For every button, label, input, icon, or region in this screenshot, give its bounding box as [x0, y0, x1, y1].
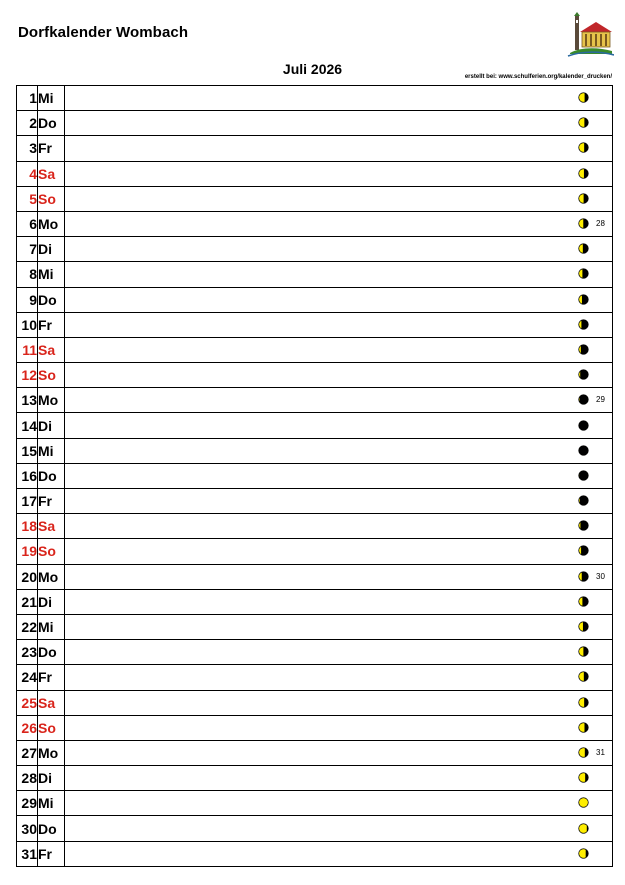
- day-row: [17, 791, 613, 816]
- day-number: 29: [17, 791, 38, 816]
- day-row: [17, 287, 613, 312]
- day-row: [17, 211, 613, 236]
- moon-phase-icon: [578, 193, 589, 204]
- moon-phase-icon: [578, 470, 589, 481]
- moon-phase-icon: [578, 369, 589, 380]
- credit-link[interactable]: erstellt bei: www.schulferien.org/kalender_drucken/: [464, 74, 612, 80]
- moon-phase-icon: [578, 268, 589, 279]
- weekday: Mi: [38, 438, 65, 463]
- day-notes-cell[interactable]: [65, 363, 613, 388]
- moon-phase-icon: [578, 294, 589, 305]
- day-number: 17: [17, 489, 38, 514]
- day-row: [17, 816, 613, 841]
- weekday: So: [38, 715, 65, 740]
- day-number: 22: [17, 614, 38, 639]
- moon-phase-icon: [578, 848, 589, 859]
- day-number: 27: [17, 740, 38, 765]
- moon-phase-icon: [578, 394, 589, 405]
- moon-phase-icon: [578, 621, 589, 632]
- weekday: Mi: [38, 262, 65, 287]
- week-number: 28: [596, 219, 605, 229]
- day-row: [17, 312, 613, 337]
- weekday: Do: [38, 640, 65, 665]
- moon-phase-icon: [578, 747, 589, 758]
- day-row: [17, 715, 613, 740]
- weekday: Mi: [38, 86, 65, 111]
- day-notes-cell[interactable]: [65, 287, 613, 312]
- weekday: So: [38, 186, 65, 211]
- day-row: [17, 86, 613, 111]
- day-number: 6: [17, 211, 38, 236]
- day-notes-cell[interactable]: [65, 690, 613, 715]
- week-number: 31: [596, 747, 605, 757]
- moon-phase-icon: [578, 92, 589, 103]
- day-notes-cell[interactable]: [65, 463, 613, 488]
- weekday: Sa: [38, 690, 65, 715]
- day-notes-cell[interactable]: [65, 564, 613, 589]
- day-notes-cell[interactable]: [65, 262, 613, 287]
- day-row: [17, 539, 613, 564]
- day-notes-cell[interactable]: [65, 237, 613, 262]
- day-row: [17, 690, 613, 715]
- day-notes-cell[interactable]: [65, 136, 613, 161]
- moon-phase-icon: [578, 243, 589, 254]
- day-number: 12: [17, 363, 38, 388]
- day-notes-cell[interactable]: [65, 161, 613, 186]
- day-row: [17, 514, 613, 539]
- week-number: 30: [596, 571, 605, 581]
- moon-phase-icon: [578, 344, 589, 355]
- day-number: 26: [17, 715, 38, 740]
- day-row: [17, 489, 613, 514]
- day-notes-cell[interactable]: [65, 186, 613, 211]
- weekday: Sa: [38, 514, 65, 539]
- day-row: [17, 665, 613, 690]
- day-number: 4: [17, 161, 38, 186]
- weekday: Fr: [38, 665, 65, 690]
- moon-phase-icon: [578, 117, 589, 128]
- day-notes-cell[interactable]: [65, 841, 613, 866]
- weekday: Sa: [38, 337, 65, 362]
- day-number: 11: [17, 337, 38, 362]
- day-row: [17, 413, 613, 438]
- weekday: Mo: [38, 211, 65, 236]
- day-row: [17, 161, 613, 186]
- day-row: [17, 363, 613, 388]
- day-notes-cell[interactable]: [65, 816, 613, 841]
- day-number: 20: [17, 564, 38, 589]
- weekday: Mi: [38, 614, 65, 639]
- weekday: Mi: [38, 791, 65, 816]
- moon-phase-icon: [578, 545, 589, 556]
- day-row: [17, 766, 613, 791]
- day-number: 18: [17, 514, 38, 539]
- moon-phase-icon: [578, 520, 589, 531]
- moon-phase-icon: [578, 218, 589, 229]
- moon-phase-icon: [578, 797, 589, 808]
- day-number: 30: [17, 816, 38, 841]
- day-row: [17, 740, 613, 765]
- day-notes-cell[interactable]: [65, 715, 613, 740]
- day-row: [17, 186, 613, 211]
- day-number: 9: [17, 287, 38, 312]
- day-notes-cell[interactable]: [65, 388, 613, 413]
- week-number: 29: [596, 395, 605, 405]
- moon-phase-icon: [578, 772, 589, 783]
- day-row: [17, 564, 613, 589]
- day-number: 5: [17, 186, 38, 211]
- day-notes-cell[interactable]: [65, 539, 613, 564]
- weekday: So: [38, 363, 65, 388]
- moon-phase-icon: [578, 671, 589, 682]
- day-number: 1: [17, 86, 38, 111]
- weekday: So: [38, 539, 65, 564]
- day-row: [17, 463, 613, 488]
- weekday: Do: [38, 816, 65, 841]
- day-row: [17, 614, 613, 639]
- day-number: 8: [17, 262, 38, 287]
- day-notes-cell[interactable]: [65, 489, 613, 514]
- moon-phase-icon: [578, 596, 589, 607]
- day-notes-cell[interactable]: [65, 665, 613, 690]
- moon-phase-icon: [578, 646, 589, 657]
- day-number: 28: [17, 766, 38, 791]
- weekday: Di: [38, 589, 65, 614]
- day-number: 2: [17, 111, 38, 136]
- weekday: Fr: [38, 841, 65, 866]
- day-row: [17, 262, 613, 287]
- day-number: 16: [17, 463, 38, 488]
- weekday: Do: [38, 463, 65, 488]
- weekday: Di: [38, 766, 65, 791]
- moon-phase-icon: [578, 722, 589, 733]
- day-notes-cell[interactable]: [65, 413, 613, 438]
- day-row: [17, 640, 613, 665]
- day-number: 19: [17, 539, 38, 564]
- day-row: [17, 438, 613, 463]
- weekday: Fr: [38, 136, 65, 161]
- day-row: [17, 841, 613, 866]
- day-notes-cell[interactable]: [65, 438, 613, 463]
- day-number: 31: [17, 841, 38, 866]
- day-number: 10: [17, 312, 38, 337]
- weekday: Sa: [38, 161, 65, 186]
- day-row: [17, 237, 613, 262]
- day-number: 13: [17, 388, 38, 413]
- weekday: Mo: [38, 388, 65, 413]
- day-notes-cell[interactable]: [65, 211, 613, 236]
- page-title: Dorfkalender Wombach: [18, 24, 189, 41]
- day-number: 24: [17, 665, 38, 690]
- day-notes-cell[interactable]: [65, 766, 613, 791]
- day-number: 7: [17, 237, 38, 262]
- day-notes-cell[interactable]: [65, 791, 613, 816]
- moon-phase-icon: [578, 445, 589, 456]
- day-row: [17, 388, 613, 413]
- calendar-table: [16, 85, 613, 867]
- church-logo-icon: [566, 12, 614, 58]
- day-number: 25: [17, 690, 38, 715]
- day-notes-cell[interactable]: [65, 514, 613, 539]
- day-notes-cell[interactable]: [65, 337, 613, 362]
- weekday: Do: [38, 287, 65, 312]
- day-row: [17, 136, 613, 161]
- moon-phase-icon: [578, 420, 589, 431]
- day-number: 3: [17, 136, 38, 161]
- day-row: [17, 589, 613, 614]
- weekday: Fr: [38, 489, 65, 514]
- moon-phase-icon: [578, 319, 589, 330]
- day-row: [17, 337, 613, 362]
- weekday: Do: [38, 111, 65, 136]
- moon-phase-icon: [578, 168, 589, 179]
- day-notes-cell[interactable]: [65, 640, 613, 665]
- day-notes-cell[interactable]: [65, 589, 613, 614]
- weekday: Di: [38, 237, 65, 262]
- day-number: 21: [17, 589, 38, 614]
- day-row: [17, 111, 613, 136]
- moon-phase-icon: [578, 697, 589, 708]
- moon-phase-icon: [578, 823, 589, 834]
- weekday: Di: [38, 413, 65, 438]
- day-number: 23: [17, 640, 38, 665]
- weekday: Mo: [38, 740, 65, 765]
- day-notes-cell[interactable]: [65, 740, 613, 765]
- day-notes-cell[interactable]: [65, 614, 613, 639]
- day-number: 15: [17, 438, 38, 463]
- weekday: Mo: [38, 564, 65, 589]
- day-notes-cell[interactable]: [65, 86, 613, 111]
- day-notes-cell[interactable]: [65, 312, 613, 337]
- moon-phase-icon: [578, 495, 589, 506]
- moon-phase-icon: [578, 571, 589, 582]
- calendar-body: [17, 86, 613, 867]
- month-heading: Juli 2026: [282, 61, 343, 77]
- day-number: 14: [17, 413, 38, 438]
- weekday: Fr: [38, 312, 65, 337]
- moon-phase-icon: [578, 142, 589, 153]
- day-notes-cell[interactable]: [65, 111, 613, 136]
